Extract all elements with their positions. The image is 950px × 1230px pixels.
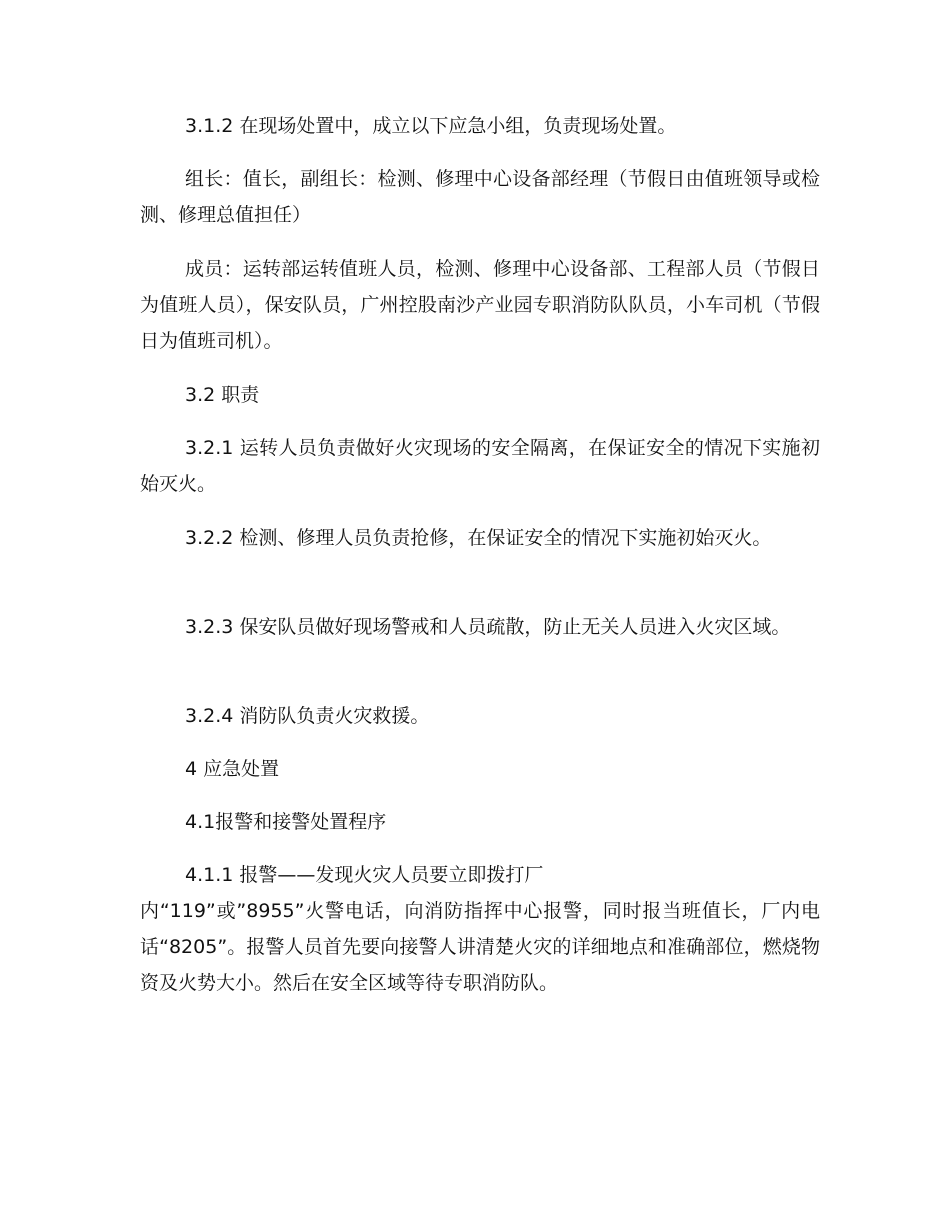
paragraph-team-members: 成员：运转部运转值班人员，检测、修理中心设备部、工程部人员（节假日为值班人员），保安队员，广州控股南沙产业园专职消防队队员，小车司机（节假日为值班司机）。	[140, 258, 820, 352]
paragraph-4-1-1-first-line: 4.1.1 报警——发现火灾人员要立即拨打厂	[185, 864, 544, 886]
paragraph-3-2-2: 3.2.2 检测、修理人员负责抢修，在保证安全的情况下实施初始灭火。	[185, 527, 772, 549]
heading-4: 4 应急处置	[185, 758, 280, 780]
heading-4-1: 4.1报警和接警处置程序	[185, 811, 387, 833]
paragraph-3-2-1: 3.2.1 运转人员负责做好火灾现场的安全隔离，在保证安全的情况下实施初始灭火。	[140, 437, 820, 495]
heading-3-2: 3.2 职责	[185, 384, 260, 406]
paragraph-4-1-1	[140, 857, 820, 1001]
paragraph-3-1-2: 3.1.2 在现场处置中，成立以下应急小组，负责现场处置。	[185, 115, 677, 137]
paragraph-3-2-3: 3.2.3 保安队员做好现场警戒和人员疏散，防止无关人员进入火灾区域。	[185, 616, 791, 638]
paragraph-team-leader: 组长：值长，副组长：检测、修理中心设备部经理（节假日由值班领导或检测、修理总值担任）	[140, 168, 820, 226]
paragraph-3-2-4: 3.2.4 消防队负责火灾救援。	[185, 705, 430, 727]
paragraph-4-1-1-body: 内“119”或”8955”火警电话，向消防指挥中心报警，同时报当班值长，厂内电话“8205”。报警人员首先要向接警人讲清楚火灾的详细地点和准确部位，燃烧物资及火势大小。然后在安全区域等待专职消防队。	[140, 900, 820, 994]
